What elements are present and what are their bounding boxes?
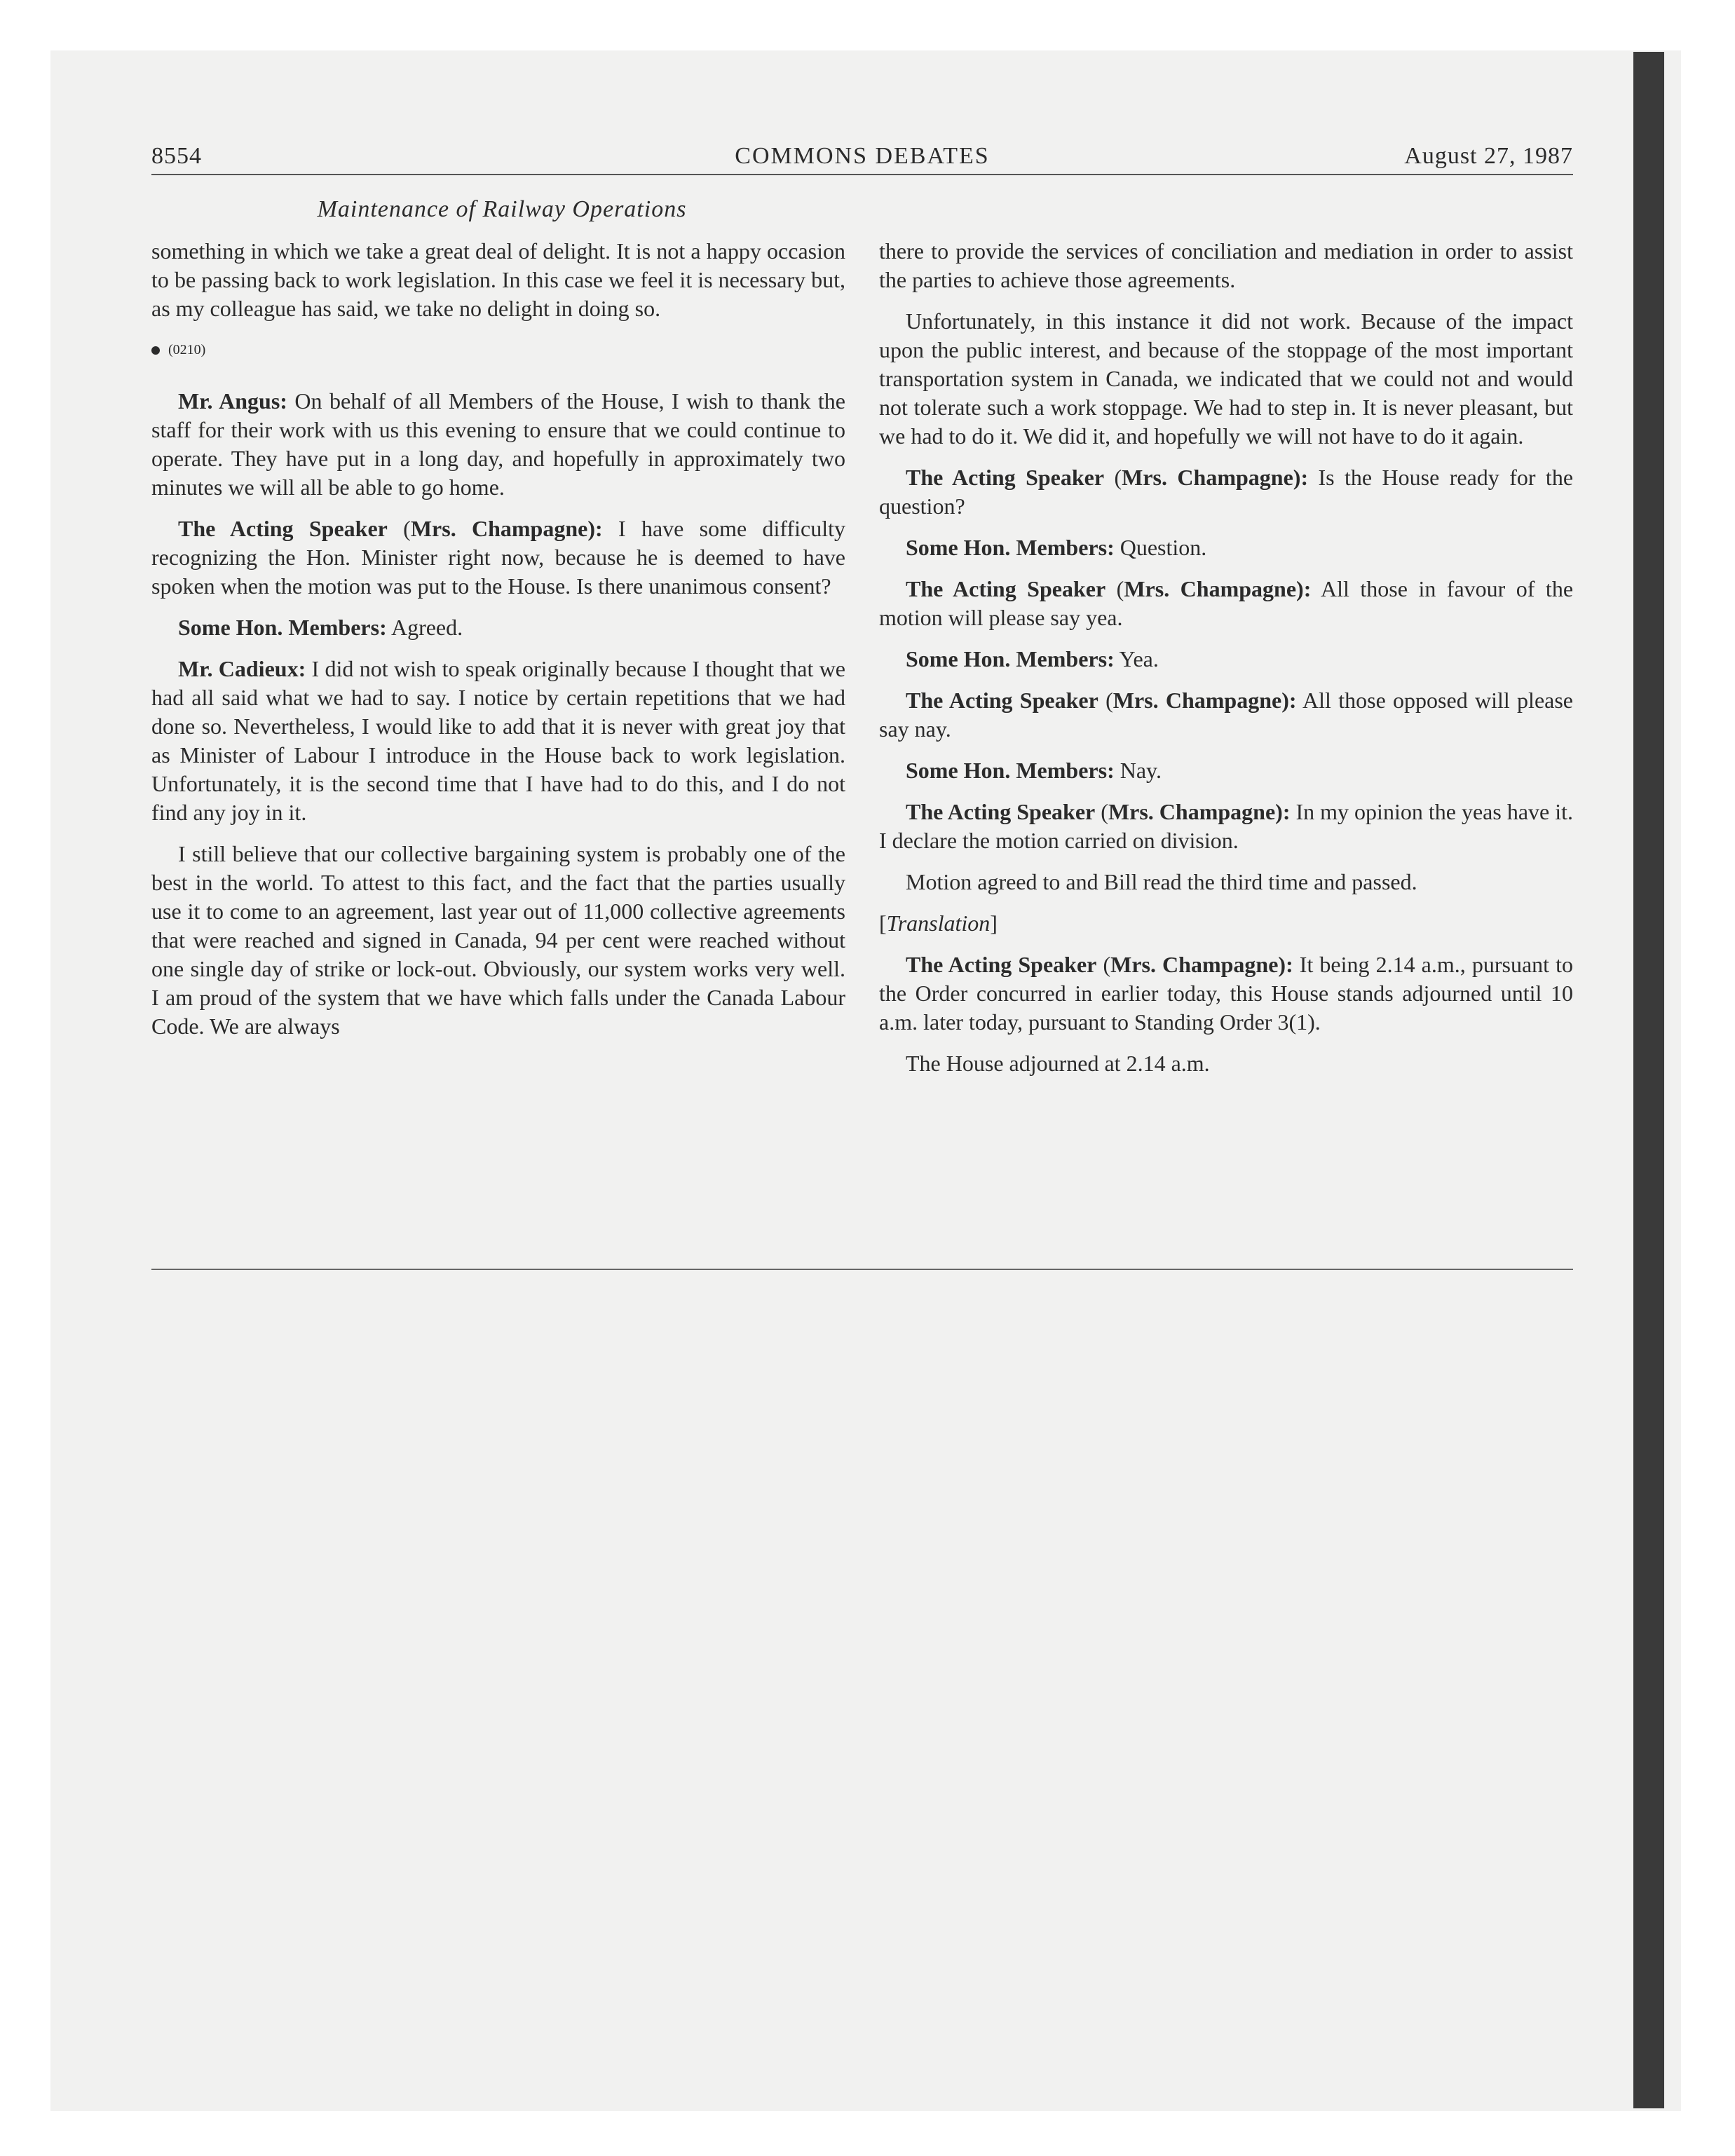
speaker-paren: (	[387, 516, 411, 541]
paragraph	[879, 463, 1573, 521]
paragraph	[879, 756, 1573, 785]
speech-text: In my opinion the yeas have it. I declare the motion carried on division.	[879, 799, 1574, 853]
publication-title: COMMONS DEBATES	[735, 143, 990, 169]
left-column	[151, 237, 845, 1053]
bracket: ]	[990, 910, 998, 936]
bottom-rule	[151, 1269, 1573, 1270]
speaker-paren: ):	[587, 516, 603, 541]
speaker-paren: (	[1098, 688, 1113, 713]
speaker-paren: (	[1104, 465, 1122, 490]
translation-label: Translation	[886, 910, 991, 936]
speaker-name: The Acting Speaker	[906, 576, 1106, 601]
speaker-name: Some Hon. Members:	[906, 758, 1115, 783]
paragraph: Motion agreed to and Bill read the third time and passed.	[906, 869, 1417, 894]
speaker-name: Some Hon. Members:	[906, 535, 1115, 560]
publication-date: August 27, 1987	[1404, 143, 1573, 169]
speaker-paren: ):	[1281, 688, 1297, 713]
speech-text: Is the House ready for the question?	[879, 465, 1574, 519]
speaker-paren: ):	[1278, 952, 1293, 977]
speaker-paren: (	[1096, 952, 1111, 977]
speaker-name: The Acting Speaker	[906, 688, 1098, 713]
speech-text: Yea.	[1114, 646, 1159, 671]
speaker-name: Some Hon. Members:	[178, 615, 387, 640]
paragraph	[879, 686, 1573, 744]
time-marker	[151, 336, 845, 364]
speaker-paren: (	[1105, 576, 1124, 601]
speaker-paren: ):	[1275, 799, 1291, 824]
speaker-name: Some Hon. Members:	[906, 646, 1115, 671]
speech-text: Nay.	[1114, 758, 1162, 783]
speech-text: I have some difficulty recognizing the Hon. Minister right now, because he is deemed to have spoken when the motion was put to the House. Is there unanimous consent?	[151, 516, 846, 599]
paragraph: there to provide the services of conciliation and mediation in order to assist the parties to achieve those agreements.	[879, 238, 1573, 292]
speaker-name: The Acting Speaker	[906, 465, 1105, 490]
section-title: Maintenance of Railway Operations	[317, 196, 687, 222]
speaker-name: Mrs. Champagne	[1110, 952, 1279, 977]
speech-text: I did not wish to speak originally because I thought that we had all said what we had to say. I notice by certain repetitions that we had done so. Nevertheless, I would like to add that it is never with great joy that as Minister of Labour I introduce in the House back to work legislation. Unfortunately, it is the second time that I have had to do this, and I do not find any joy in it.	[151, 656, 846, 825]
time-marker-label: (0210)	[168, 342, 206, 357]
speech-text: Agreed.	[386, 615, 463, 640]
speaker-name: The Acting Speaker	[906, 799, 1096, 824]
speaker-name: Mr. Angus:	[178, 388, 287, 414]
paragraph	[879, 575, 1573, 632]
paragraph	[151, 613, 845, 642]
speech-text: All those in favour of the motion will please say yea.	[879, 576, 1574, 630]
paragraph	[879, 950, 1573, 1037]
speaker-name: Mr. Cadieux:	[178, 656, 306, 681]
translation-marker	[879, 909, 1573, 938]
paragraph: something in which we take a great deal of delight. It is not a happy occasion to be passing back to work legislation. In this case we feel it is necessary but, as my colleague has said, we take no delight in doing so.	[151, 238, 845, 321]
speaker-name: Mrs. Champagne	[1124, 576, 1297, 601]
speaker-name: Mrs. Champagne	[1122, 465, 1293, 490]
page-number: 8554	[151, 143, 202, 169]
speaker-name: The Acting Speaker	[906, 952, 1097, 977]
scan-edge-shadow	[1633, 52, 1664, 2108]
bullet-icon	[151, 346, 160, 355]
paragraph: The House adjourned at 2.14 a.m.	[906, 1051, 1210, 1076]
speech-text: All those opposed will please say nay.	[879, 688, 1574, 742]
paragraph: I still believe that our collective bargaining system is probably one of the best in the world. To attest to this fact, and the fact that the parties usually use it to come to an agreement, last year out of 11,000 collective agreements that were reached and signed in Canada, 94 per cent were reached without one single day of strike or lock-out. Obviously, our system works very well. I am proud of the system that we have which falls under the Canada Labour Code. We are always	[151, 841, 845, 1039]
paragraph	[879, 645, 1573, 674]
page-header	[151, 143, 1573, 175]
bracket: [	[879, 910, 887, 936]
speaker-name: Mrs. Champagne	[1108, 799, 1276, 824]
speaker-paren: ):	[1293, 465, 1309, 490]
speaker-paren: (	[1095, 799, 1108, 824]
speaker-name: Mrs. Champagne	[1113, 688, 1282, 713]
paragraph	[879, 798, 1573, 855]
speaker-name: Mrs. Champagne	[410, 516, 588, 541]
speaker-name: The Acting Speaker	[178, 516, 388, 541]
speech-text: Question.	[1114, 535, 1207, 560]
right-column	[879, 237, 1573, 1091]
paragraph	[151, 387, 845, 502]
speaker-paren: ):	[1296, 576, 1312, 601]
speech-text: On behalf of all Members of the House, I wish to thank the staff for their work with us this evening to ensure that we could continue to operate. They have put in a long day, and hopefully in approximately two minutes we will all be able to go home.	[151, 388, 846, 500]
paragraph	[151, 514, 845, 601]
paragraph	[879, 533, 1573, 562]
paragraph: Unfortunately, in this instance it did not work. Because of the impact upon the public interest, and because of the stoppage of the most important transportation system in Canada, we indicated that we could not and would not tolerate such a work stoppage. We had to step in. It is never pleasant, but we had to do it. We did it, and hopefully we will not have to do it again.	[879, 308, 1573, 449]
paragraph	[151, 655, 845, 827]
speech-text: It being 2.14 a.m., pursuant to the Order concurred in earlier today, this House stands adjourned until 10 a.m. later today, pursuant to Standing Order 3(1).	[879, 952, 1574, 1035]
